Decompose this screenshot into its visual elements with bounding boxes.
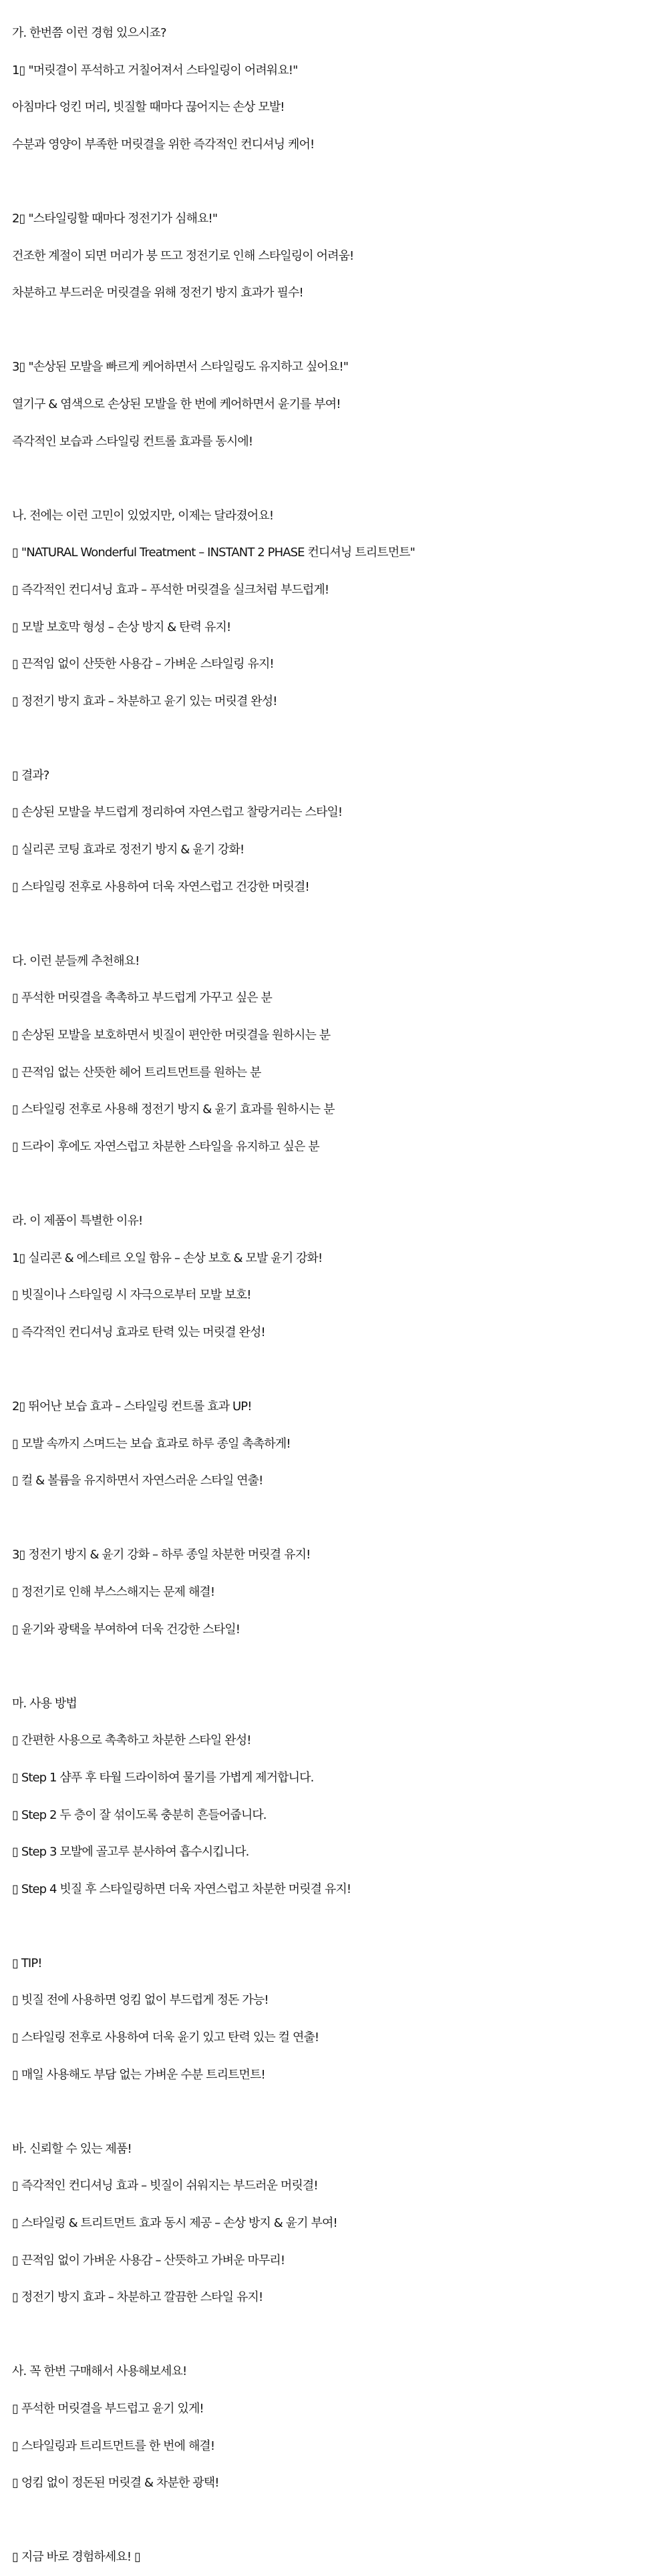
text-line: 라. 이 제품이 특별한 이유! xyxy=(12,1214,143,1228)
text-line: ▯ Step 4 빗질 후 스타일링하면 더욱 자연스럽고 차분한 머릿결 유지! xyxy=(12,1882,351,1896)
text-line: 다. 이런 분들께 추천해요! xyxy=(12,953,140,968)
blank-line xyxy=(12,905,668,943)
blank-line xyxy=(12,1908,668,1945)
text-line: ▯ 정전기 방지 효과 – 차분하고 윤기 있는 머릿결 완성! xyxy=(12,694,277,708)
text-line: 2▯ "스타일링할 때마다 정전기가 심해요!" xyxy=(12,211,218,226)
text-line: ▯ 간편한 사용으로 촉촉하고 차분한 스타일 완성! xyxy=(12,1733,251,1748)
text-line: 열기구 & 염색으로 손상된 모발을 한 번에 케어하면서 윤기를 부여! xyxy=(12,397,341,411)
text-line: 아침마다 엉킨 머리, 빗질할 때마다 끊어지는 손상 모발! xyxy=(12,100,285,115)
text-line: 가. 한번쯤 이런 경험 있으시죠? xyxy=(12,26,166,40)
text-line: 바. 신뢰할 수 있는 제품! xyxy=(12,2141,132,2156)
text-line: ▯ 모발 속까지 스며드는 보습 효과로 하루 종일 촉촉하게! xyxy=(12,1436,291,1451)
text-line: 수분과 영양이 부족한 머릿결을 위한 즉각적인 컨디셔닝 케어! xyxy=(12,137,315,152)
blank-line xyxy=(12,720,668,757)
text-line: ▯ 즉각적인 컨디셔닝 효과 – 푸석한 머릿결을 실크처럼 부드럽게! xyxy=(12,582,329,597)
text-line: 2▯ 뛰어난 보습 효과 – 스타일링 컨트롤 효과 UP! xyxy=(12,1399,252,1414)
text-line: ▯ 정전기로 인해 부스스해지는 문제 해결! xyxy=(12,1584,215,1599)
text-line: ▯ Step 2 두 층이 잘 섞이도록 충분히 흔들어줍니다. xyxy=(12,1807,267,1822)
blank-line xyxy=(12,460,668,497)
blank-line xyxy=(12,312,668,349)
blank-line xyxy=(12,163,668,200)
blank-line xyxy=(12,2316,668,2354)
blank-line xyxy=(12,1351,668,1388)
text-line: ▯ 정전기 방지 효과 – 차분하고 깔끔한 스타일 유지! xyxy=(12,2290,263,2305)
text-line: ▯ 즉각적인 컨디셔닝 효과로 탄력 있는 머릿결 완성! xyxy=(12,1325,265,1339)
text-line: ▯ 드라이 후에도 자연스럽고 차분한 스타일을 유지하고 싶은 분 xyxy=(12,1139,319,1154)
text-line: ▯ 결과? xyxy=(12,768,49,783)
text-line: 3▯ "손상된 모발을 빠르게 케어하면서 스타일링도 유지하고 싶어요!" xyxy=(12,360,349,375)
text-line: ▯ 스타일링 전후로 사용하여 더욱 자연스럽고 건강한 머릿결! xyxy=(12,879,309,894)
text-line: ▯ Step 3 모발에 골고루 분사하여 흡수시킵니다. xyxy=(12,1845,249,1860)
text-line: ▯ 스타일링과 트리트먼트를 한 번에 해결! xyxy=(12,2438,215,2453)
text-line: 1▯ 실리콘 & 에스테르 오일 함유 – 손상 보호 & 모발 윤기 강화! xyxy=(12,1251,323,1265)
text-line: ▯ 엉킴 없이 정돈된 머릿결 & 차분한 광택! xyxy=(12,2476,219,2491)
text-line: ▯ 스타일링 전후로 사용해 정전기 방지 & 윤기 효과를 원하시는 분 xyxy=(12,1102,335,1117)
blank-line xyxy=(12,2502,668,2539)
blank-line xyxy=(12,1165,668,1203)
text-line: ▯ TIP! xyxy=(12,1956,42,1970)
text-line: ▯ 빗질이나 스타일링 시 자극으로부터 모발 보호! xyxy=(12,1288,251,1303)
text-line: ▯ 푸석한 머릿결을 촉촉하고 부드럽게 가꾸고 싶은 분 xyxy=(12,991,273,1006)
text-line: ▯ Step 1 샴푸 후 타월 드라이하여 물기를 가볍게 제거합니다. xyxy=(12,1770,314,1785)
text-line: 마. 사용 방법 xyxy=(12,1696,77,1711)
text-line: 3▯ 정전기 방지 & 윤기 강화 – 하루 종일 차분한 머릿결 유지! xyxy=(12,1548,311,1562)
text-line: ▯ 컬 & 볼륨을 유지하면서 자연스러운 스타일 연출! xyxy=(12,1474,263,1488)
text-line: ▯ 윤기와 광택을 부여하여 더욱 건강한 스타일! xyxy=(12,1622,240,1637)
text-line: 나. 전에는 이런 고민이 있었지만, 이제는 달라졌어요! xyxy=(12,508,274,523)
text-line: ▯ 즉각적인 컨디셔닝 효과 – 빗질이 쉬워지는 부드러운 머릿결! xyxy=(12,2179,318,2193)
text-line: ▯ "NATURAL Wonderful Treatment – INSTANT 2 PHASE 컨디셔닝 트리트먼트" xyxy=(12,546,415,560)
text-line: ▯ 손상된 모발을 부드럽게 정리하여 자연스럽고 찰랑거리는 스타일! xyxy=(12,805,343,820)
text-line: 1▯ "머릿결이 푸석하고 거칠어져서 스타일링이 어려워요!" xyxy=(12,63,298,77)
text-line: ▯ 손상된 모발을 보호하면서 빗질이 편안한 머릿결을 원하시는 분 xyxy=(12,1028,331,1043)
text-line: ▯ 끈적임 없이 가벼운 사용감 – 산뜻하고 가벼운 마무리! xyxy=(12,2253,285,2268)
text-line: ▯ 스타일링 & 트리트먼트 효과 동시 제공 – 손상 방지 & 윤기 부여! xyxy=(12,2216,337,2231)
text-line: ▯ 끈적임 없이 산뜻한 사용감 – 가벼운 스타일링 유지! xyxy=(12,657,274,672)
blank-line xyxy=(12,1500,668,1537)
text-line: 차분하고 부드러운 머릿결을 위해 정전기 방지 효과가 필수! xyxy=(12,286,303,300)
blank-line xyxy=(12,2093,668,2131)
text-line: ▯ 빗질 전에 사용하면 엉킴 없이 부드럽게 정돈 가능! xyxy=(12,1993,269,2008)
blank-line xyxy=(12,1648,668,1685)
text-line: 사. 꼭 한번 구매해서 사용해보세요! xyxy=(12,2364,187,2379)
text-line: ▯ 매일 사용해도 부담 없는 가벼운 수분 트리트먼트! xyxy=(12,2067,265,2082)
text-line: 건조한 계절이 되면 머리가 붕 뜨고 정전기로 인해 스타일링이 어려움! xyxy=(12,248,354,263)
text-line: ▯ 푸석한 머릿결을 부드럽고 윤기 있게! xyxy=(12,2402,204,2416)
text-line: ▯ 스타일링 전후로 사용하여 더욱 윤기 있고 탄력 있는 컬 연출! xyxy=(12,2030,319,2045)
text-line: ▯ 지금 바로 경험하세요! ▯ xyxy=(12,2550,141,2565)
text-line: ▯ 모발 보호막 형성 – 손상 방지 & 탄력 유지! xyxy=(12,620,231,634)
text-line: ▯ 끈적임 없는 산뜻한 헤어 트리트먼트를 원하는 분 xyxy=(12,1065,261,1080)
text-line: 즉각적인 보습과 스타일링 컨트롤 효과를 동시에! xyxy=(12,434,253,449)
text-line: ▯ 실리콘 코팅 효과로 정전기 방지 & 윤기 강화! xyxy=(12,843,244,857)
